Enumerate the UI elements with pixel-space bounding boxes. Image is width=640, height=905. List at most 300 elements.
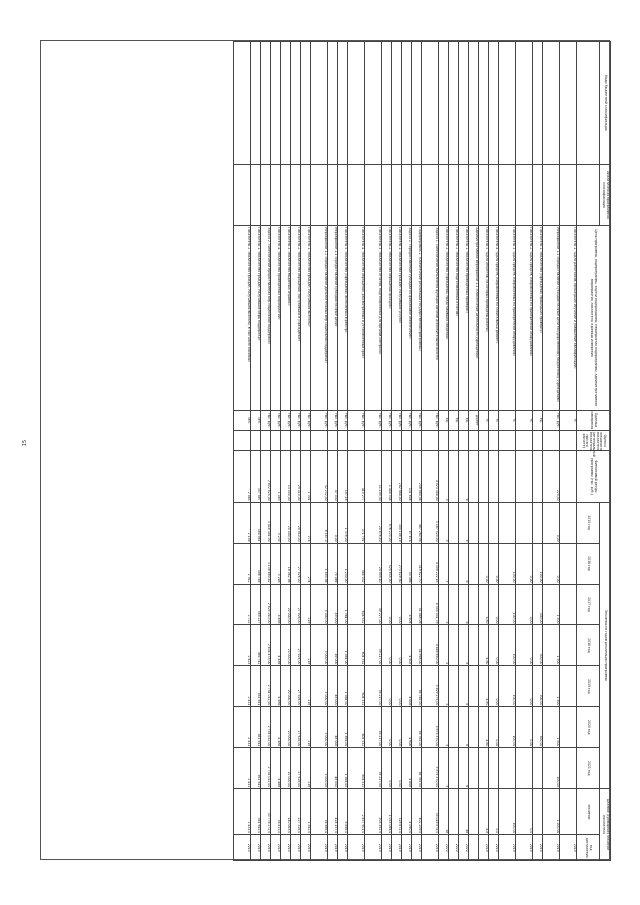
row-year-value-cell: 100,00 — [533, 543, 543, 584]
row-year-value-cell — [533, 502, 543, 543]
row-year-value-cell: 0,00 — [382, 707, 392, 748]
row-unit-cell: ед. — [459, 410, 469, 430]
row-year-value-cell — [469, 707, 479, 748]
row-year-value-cell: 6 — [459, 502, 469, 543]
row-analytic-cell — [533, 164, 543, 225]
row-analytic-cell — [422, 164, 439, 225]
row-final-year-cell: 2019 — [533, 835, 543, 861]
row-year-value-cell: 16 062,96 — [281, 543, 291, 584]
row-final-value-cell: 361 941,0 — [251, 789, 261, 835]
row-weight-cell — [251, 431, 261, 451]
row-codes-cell — [382, 42, 392, 165]
row-year-value-cell: 20 000,00 — [281, 502, 291, 543]
row-final-value-cell: 30 776 272,0 — [261, 789, 271, 835]
row-year-value-cell: 75 066 — [328, 543, 338, 584]
row-analytic-cell — [499, 164, 516, 225]
row-analytic-cell — [469, 164, 479, 225]
row-year-value-cell: 604 532 — [348, 584, 365, 625]
row-final-value-cell: 303 352,0 — [365, 789, 382, 835]
row-total-cell: 225,00 — [543, 451, 560, 502]
row-year-value-cell: 384 961 — [251, 502, 261, 543]
row-final-value-cell: 2 457 901,0 — [348, 789, 365, 835]
row-total-cell: 2 465 — [234, 451, 251, 502]
row-unit-cell: тыс. руб. — [291, 410, 301, 430]
row-year-value-cell: 2 431 — [234, 707, 251, 748]
row-year-value-cell: 4 486 — [271, 625, 281, 666]
row-codes-cell — [459, 42, 469, 165]
row-total-cell: 2 812 825,00 — [261, 451, 271, 502]
row-final-year-cell: 2019 — [543, 835, 560, 861]
row-year-value-cell — [560, 625, 577, 666]
row-year-value-cell: 100,00 — [543, 748, 560, 789]
row-final-year-cell: 2019 — [365, 835, 382, 861]
row-codes-cell — [291, 42, 301, 165]
row-analytic-cell — [365, 164, 382, 225]
table-row — [533, 42, 543, 861]
row-weight-cell — [543, 431, 560, 451]
row-year-value-cell: 48 000 — [328, 707, 338, 748]
row-codes-cell — [516, 42, 533, 165]
row-year-value-cell — [499, 748, 516, 789]
row-name-cell: Задача 2. «Обеспечение предоставления мер социальной поддержки» — [261, 226, 271, 410]
row-final-value-cell: 528 672,0 — [392, 789, 402, 835]
row-codes-cell — [365, 42, 382, 165]
row-codes-cell — [234, 42, 251, 165]
row-year-value-cell — [560, 666, 577, 707]
row-unit-cell: ед. — [439, 410, 449, 430]
row-year-value-cell: 4 606 — [402, 707, 412, 748]
row-year-value-cell: 0,00 — [489, 543, 499, 584]
row-year-value-cell — [449, 625, 459, 666]
row-total-cell: 13 000,00 — [281, 451, 291, 502]
row-year-value-cell — [479, 502, 489, 543]
row-total-cell: 357 487 — [251, 451, 261, 502]
row-year-value-cell: 20 000,00 — [281, 707, 291, 748]
row-final-year-cell: 2019 — [328, 835, 338, 861]
row-year-value-cell: 5 000,00 — [311, 666, 328, 707]
row-total-cell — [560, 451, 577, 502]
row-year-value-cell: 5 829 275,00 — [422, 666, 439, 707]
row-year-value-cell — [560, 707, 577, 748]
row-name-cell: Показатель 4. «Количество обращений, рассмотренных в установленный срок» — [348, 226, 365, 410]
row-year-value-cell: 4,80 — [479, 584, 489, 625]
row-codes-cell — [402, 42, 412, 165]
row-year-value-cell: 20 000,00 — [281, 666, 291, 707]
row-year-value-cell: 1 500 — [543, 584, 560, 625]
row-final-year-cell: 2019 — [261, 835, 271, 861]
header-year-2020: 2020 год — [577, 707, 600, 748]
row-year-value-cell: 1 500 — [543, 625, 560, 666]
row-year-value-cell: 5 — [439, 666, 449, 707]
row-final-year-cell: 2019 — [301, 835, 311, 861]
row-year-value-cell: 1 230,00 — [338, 543, 348, 584]
row-year-value-cell: 1 364,00 — [338, 666, 348, 707]
row-final-year-cell: 2020 — [449, 835, 459, 861]
row-year-value-cell — [449, 666, 459, 707]
row-analytic-cell — [271, 164, 281, 225]
table-row — [469, 42, 479, 861]
row-year-value-cell: 0,00 — [489, 666, 499, 707]
row-final-year-cell: 2019 — [479, 835, 489, 861]
header-col-unit: Единица измерения — [577, 410, 611, 430]
row-year-value-cell: 0,00 — [543, 502, 560, 543]
row-year-value-cell: 0,00 — [489, 584, 499, 625]
row-analytic-cell — [489, 164, 499, 225]
row-year-value-cell: 0,00 — [392, 666, 402, 707]
table-row — [543, 42, 560, 861]
row-unit-cell: тыс. руб. — [261, 410, 271, 430]
row-year-value-cell — [560, 748, 577, 789]
row-year-value-cell: 100,00 — [499, 666, 516, 707]
table-row — [328, 42, 338, 861]
row-year-value-cell: 218 — [301, 625, 311, 666]
row-final-year-cell: 2019 — [338, 835, 348, 861]
row-total-cell: 29 010,00 — [291, 451, 301, 502]
row-year-value-cell — [560, 584, 577, 625]
row-year-value-cell: 6 — [459, 543, 469, 584]
row-year-value-cell: 49 000 — [328, 584, 338, 625]
row-year-value-cell: 5 — [439, 707, 449, 748]
header-col-total: Финансовый ресурс программы (тыс. руб.) — [577, 451, 611, 502]
table-row — [560, 42, 577, 861]
row-year-value-cell: 467 260,96 — [412, 502, 422, 543]
header-year-2018: 2018 год — [577, 625, 600, 666]
row-year-value-cell: 4 486 — [271, 584, 281, 625]
row-year-value-cell: 5 000,00 — [311, 748, 328, 789]
row-total-cell: 410 277 — [348, 451, 365, 502]
row-total-cell: 6 — [459, 451, 469, 502]
row-final-value-cell: 36 986,0 — [311, 789, 328, 835]
row-weight-cell — [489, 431, 499, 451]
row-name-cell: Показатель 1. «Количество проведенных проверок» — [459, 226, 469, 410]
row-analytic-cell — [251, 164, 261, 225]
row-final-year-cell: 2019 — [489, 835, 499, 861]
header-year-2021: 2021 год — [577, 748, 600, 789]
row-weight-cell — [469, 431, 479, 451]
row-year-value-cell: 1 493,96 — [311, 543, 328, 584]
row-total-cell — [533, 451, 543, 502]
row-final-value-cell: 0,0 — [489, 789, 499, 835]
row-year-value-cell: 5 167 523,00 — [422, 502, 439, 543]
row-codes-cell — [338, 42, 348, 165]
page-number: 15 — [22, 439, 29, 447]
row-weight-cell — [392, 431, 402, 451]
row-year-value-cell: 0,00 — [382, 625, 392, 666]
row-unit-cell: тыс. руб. — [348, 410, 365, 430]
row-codes-cell — [261, 42, 271, 165]
header-col-weight: Оценка значимости показателя (интегральный показатель, при его расчете) — [577, 431, 611, 451]
row-year-value-cell — [469, 748, 479, 789]
row-year-value-cell: 300,00 — [533, 625, 543, 666]
row-name-cell: Показатель 5. «Количество учреждений, включенных в реестр» — [338, 226, 348, 410]
row-year-value-cell: 48 000 — [328, 748, 338, 789]
row-year-value-cell: 0,00 — [489, 707, 499, 748]
row-final-value-cell — [560, 789, 577, 835]
row-final-year-cell: 2019 — [251, 835, 261, 861]
row-year-value-cell — [449, 502, 459, 543]
row-year-value-cell: 2 754 012,00 — [261, 666, 271, 707]
row-year-value-cell: 369 742 — [251, 625, 261, 666]
row-weight-cell — [412, 431, 422, 451]
row-year-value-cell — [516, 748, 533, 789]
row-total-cell — [499, 451, 516, 502]
row-year-value-cell: 20 000,00 — [281, 625, 291, 666]
row-final-value-cell — [449, 789, 459, 835]
row-year-value-cell: 0,00 — [392, 748, 402, 789]
row-unit-cell: тыс. руб. — [382, 410, 392, 430]
row-unit-cell: ед. — [533, 410, 543, 430]
row-year-value-cell: 0,00 — [382, 748, 392, 789]
row-year-value-cell — [449, 584, 459, 625]
row-year-value-cell: 300,00 — [533, 707, 543, 748]
row-total-cell: 11 195,00 — [365, 451, 382, 502]
row-year-value-cell: 48 000 — [328, 666, 338, 707]
table-row — [439, 42, 449, 861]
row-year-value-cell: 4 486 — [271, 748, 281, 789]
row-name-cell: Показатель 3. «Количество отчетов, подготовленных для органов контроля» — [365, 226, 382, 410]
row-name-cell: Подпрограмма 2. «Обеспечение реализации государственной программы» — [412, 226, 422, 410]
row-unit-cell: тыс. руб. — [281, 410, 291, 430]
row-analytic-cell — [261, 164, 271, 225]
row-analytic-cell — [311, 164, 328, 225]
row-year-value-cell: 2 625 010,00 — [261, 584, 271, 625]
row-year-value-cell: 3 418 341,00 — [261, 502, 271, 543]
row-year-value-cell: 56 765,00 — [412, 748, 422, 789]
row-name-cell: Показатель 4. «Количество проведенных мероприятий» — [271, 226, 281, 410]
header-final-year: год достижения — [577, 835, 600, 861]
row-year-value-cell — [469, 543, 479, 584]
row-weight-cell — [234, 431, 251, 451]
row-total-cell: 52 232,00 — [311, 451, 328, 502]
row-year-value-cell: 4 605 — [402, 625, 412, 666]
row-final-value-cell: 1 200,00 — [543, 789, 560, 835]
row-year-value-cell: 20 000,00 — [281, 584, 291, 625]
table-row — [402, 42, 412, 861]
row-total-cell: 1 301 — [301, 451, 311, 502]
header-final-value: значение — [577, 789, 600, 835]
row-final-year-cell: 2019 — [271, 835, 281, 861]
row-unit-cell: чел. — [251, 410, 261, 430]
row-name-cell: Показатель 1. «Количество учреждений, прошедших проверку» — [533, 226, 543, 410]
row-year-value-cell: 39 217,00 — [365, 666, 382, 707]
row-name-cell: Показатель 2. «Количество обращений, поступивших в учреждение» — [291, 226, 301, 410]
row-year-value-cell: 54 998,00 — [412, 625, 422, 666]
table-row — [489, 42, 499, 861]
row-total-cell: 197,16 — [338, 451, 348, 502]
row-year-value-cell: 0,00 — [382, 666, 392, 707]
table-row — [412, 42, 422, 861]
row-year-value-cell: 2 634 478,00 — [261, 625, 271, 666]
row-year-value-cell: 100,00 — [499, 625, 516, 666]
row-final-year-cell: 2019 — [516, 835, 533, 861]
row-total-cell: 5 — [439, 451, 449, 502]
row-final-value-cell — [469, 789, 479, 835]
row-codes-cell — [301, 42, 311, 165]
row-year-value-cell: 274 — [301, 543, 311, 584]
row-analytic-cell — [328, 164, 338, 225]
table-row — [348, 42, 365, 861]
row-weight-cell — [291, 431, 301, 451]
table-row — [459, 42, 469, 861]
row-final-year-cell: 2019 — [234, 835, 251, 861]
row-name-cell: Мероприятие 1.2 «Предоставление дополнительных мер социальной поддержки» — [311, 226, 328, 410]
row-codes-cell — [422, 42, 439, 165]
row-year-value-cell: 1 500 — [543, 707, 560, 748]
row-year-value-cell: 274 — [301, 502, 311, 543]
row-year-value-cell: 3 138 680,42 — [261, 543, 271, 584]
row-year-value-cell: 100,00 — [499, 707, 516, 748]
row-weight-cell — [533, 431, 543, 451]
header-col-name: Цель программы, подпрограммы, задачи подпрограммы, мероприятия подпрограммы, административного мероприятия, показателя, единицы измерения — [577, 226, 611, 410]
row-year-value-cell: 371 791 — [348, 502, 365, 543]
row-weight-cell — [422, 431, 439, 451]
row-analytic-cell — [338, 164, 348, 225]
row-final-value-cell: 100,00 — [499, 789, 516, 835]
row-year-value-cell: 20 000,00 — [281, 748, 291, 789]
row-year-value-cell: 39 227,00 — [365, 584, 382, 625]
row-weight-cell — [311, 431, 328, 451]
row-year-value-cell: 5 879 370,00 — [422, 748, 439, 789]
row-year-value-cell: 604 532 — [348, 707, 365, 748]
row-year-value-cell: 5 879 370,00 — [422, 707, 439, 748]
row-year-value-cell — [469, 666, 479, 707]
row-year-value-cell: 6 — [459, 666, 469, 707]
row-unit-cell: тыс. руб. — [311, 410, 328, 430]
row-final-value-cell: 0,0 — [516, 789, 533, 835]
row-weight-cell — [301, 431, 311, 451]
row-analytic-cell — [301, 164, 311, 225]
row-weight-cell — [459, 431, 469, 451]
row-year-value-cell: 0,00 — [516, 707, 533, 748]
row-analytic-cell — [516, 164, 533, 225]
row-codes-cell — [281, 42, 291, 165]
row-year-value-cell: 0,00 — [516, 543, 533, 584]
row-year-value-cell: 0,00 — [392, 584, 402, 625]
row-year-value-cell — [449, 707, 459, 748]
row-codes-cell — [328, 42, 338, 165]
row-final-value-cell — [533, 789, 543, 835]
row-unit-cell: % — [560, 410, 577, 430]
row-year-value-cell — [499, 502, 516, 543]
row-final-value-cell: 402 209,0 — [412, 789, 422, 835]
row-codes-cell — [479, 42, 489, 165]
row-codes-cell — [469, 42, 479, 165]
table-row — [281, 42, 291, 861]
row-year-value-cell: 4 606 — [402, 666, 412, 707]
row-year-value-cell: 39 217,00 — [365, 748, 382, 789]
row-total-cell — [489, 451, 499, 502]
row-total-cell — [469, 451, 479, 502]
table-row — [449, 42, 459, 861]
row-year-value-cell — [449, 543, 459, 584]
row-year-value-cell — [489, 748, 499, 789]
row-year-value-cell: 361 941 — [251, 707, 261, 748]
row-final-value-cell: 2 431,0 — [234, 789, 251, 835]
row-name-cell: Административное мероприятие 1.1 «Обеспечение деятельности учреждения» — [469, 226, 479, 410]
row-year-value-cell: 2 431 — [234, 666, 251, 707]
row-total-cell: 131 606 — [402, 451, 412, 502]
row-year-value-cell: 27 926,00 — [291, 748, 301, 789]
row-year-value-cell: 6 — [459, 748, 469, 789]
row-weight-cell — [516, 431, 533, 451]
row-weight-cell — [479, 431, 489, 451]
row-year-value-cell — [560, 543, 577, 584]
row-weight-cell — [499, 431, 516, 451]
table-row — [234, 42, 251, 861]
row-year-value-cell: 5 000,00 — [311, 625, 328, 666]
row-final-value-cell: 38 — [439, 789, 449, 835]
row-unit-cell: тыс. руб. — [402, 410, 412, 430]
row-final-value-cell: 4 090,0 — [402, 789, 412, 835]
row-year-value-cell: 300,00 — [533, 584, 543, 625]
row-analytic-cell — [234, 164, 251, 225]
row-name-cell: Задача 1. «Обеспечение выполнения функций органом исполнительной власти» — [422, 226, 439, 410]
row-year-value-cell: 2 722 — [234, 584, 251, 625]
program-table — [233, 41, 611, 861]
row-weight-cell — [261, 431, 271, 451]
row-final-year-cell: 2019 — [311, 835, 328, 861]
row-final-value-cell: 424 157,0 — [328, 789, 338, 835]
row-unit-cell: тыс. руб. — [543, 410, 560, 430]
row-unit-cell: тыс. руб. — [338, 410, 348, 430]
row-final-year-cell: 2019 — [402, 835, 412, 861]
row-weight-cell — [348, 431, 365, 451]
row-total-cell: 1 063 — [271, 451, 281, 502]
header-year-2015: 2015 год — [577, 502, 600, 543]
row-final-year-cell — [469, 835, 479, 861]
row-codes-cell — [271, 42, 281, 165]
row-name-cell: Показатель 1. «Количество граждан, получивших меры поддержки» — [251, 226, 261, 410]
row-year-value-cell — [449, 748, 459, 789]
header-analytic-sub — [577, 164, 600, 225]
row-year-value-cell: 24 910,00 — [291, 502, 301, 543]
table-row — [422, 42, 439, 861]
row-year-value-cell: 5 246 — [271, 543, 281, 584]
row-weight-cell — [449, 431, 459, 451]
row-name-cell: Показатель 2. «Количество подготовленных отчетов» — [449, 226, 459, 410]
row-year-value-cell: 6 — [459, 707, 469, 748]
row-year-value-cell: 53 086 — [402, 543, 412, 584]
row-total-cell: 258 960,56 — [412, 451, 422, 502]
row-analytic-cell — [560, 164, 577, 225]
row-year-value-cell — [469, 584, 479, 625]
row-name-cell: Показатель 3. «Количество учреждений, представивших сведения» — [439, 226, 449, 410]
row-year-value-cell: 1 378,00 — [338, 502, 348, 543]
header-year-2016: 2016 год — [577, 543, 600, 584]
row-name-cell: Показатель 1. «Доля работников, прошедших обучение и повышение квалификации» — [560, 226, 577, 410]
document-scan — [40, 40, 610, 860]
row-final-year-cell: 2019 — [382, 835, 392, 861]
row-year-value-cell: 4 448 650,00 — [422, 625, 439, 666]
row-year-value-cell: 51 948,06 — [412, 584, 422, 625]
row-year-value-cell: 5 — [439, 748, 449, 789]
row-year-value-cell: 39 217,00 — [365, 625, 382, 666]
row-final-value-cell: 1 035 064,0 — [382, 789, 392, 835]
row-final-year-cell: 2019 — [291, 835, 301, 861]
row-analytic-cell — [412, 164, 422, 225]
row-total-cell: 4 023 344,00 — [422, 451, 439, 502]
row-year-value-cell: 39 217,00 — [365, 707, 382, 748]
row-weight-cell — [560, 431, 577, 451]
row-analytic-cell — [382, 164, 392, 225]
row-final-year-cell: 2020 — [459, 835, 469, 861]
row-weight-cell — [365, 431, 382, 451]
row-total-cell — [516, 451, 533, 502]
row-year-value-cell: 6 — [459, 625, 469, 666]
table-row — [479, 42, 489, 861]
row-year-value-cell: 2 754 012,00 — [261, 707, 271, 748]
rotated-table-wrapper — [41, 41, 611, 861]
